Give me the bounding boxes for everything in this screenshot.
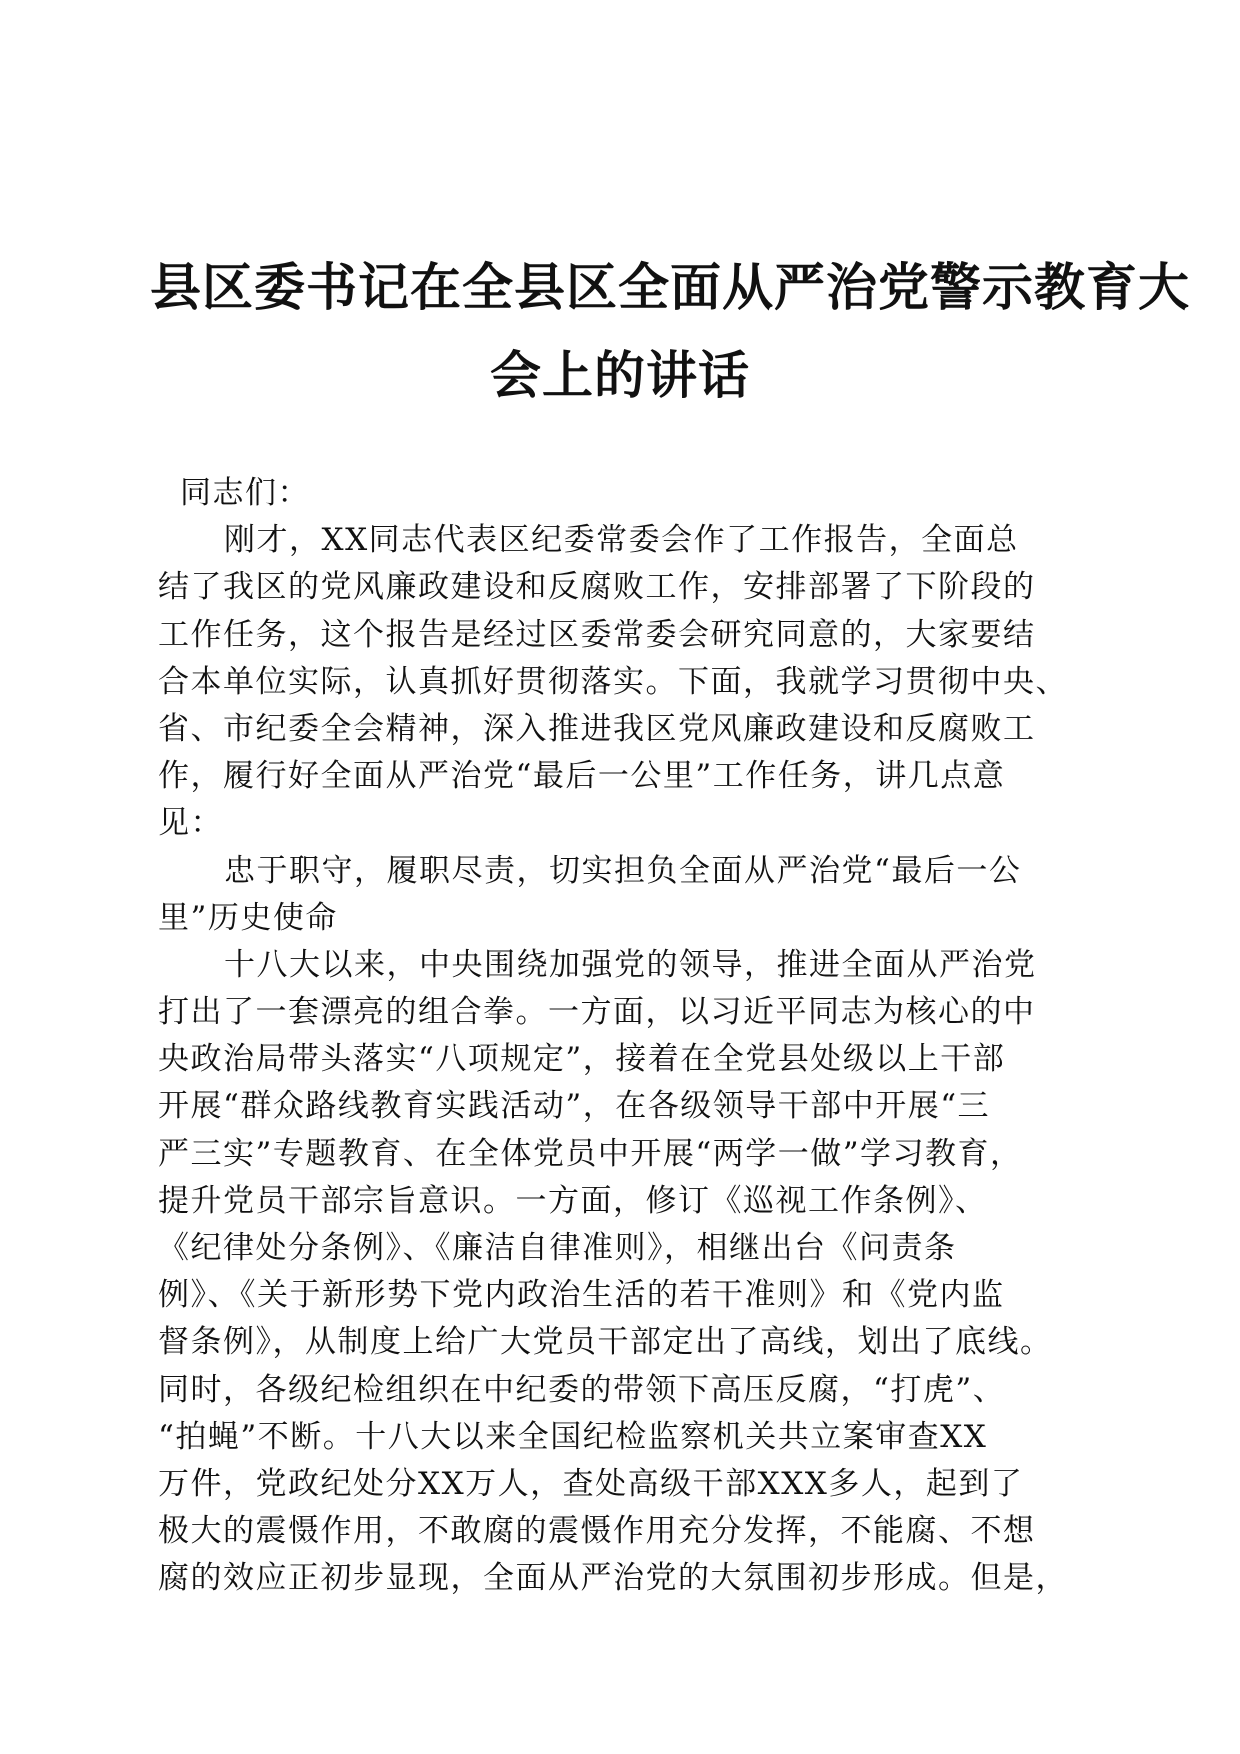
paragraph-line: 《纪律处分条例》、《廉洁自律准则》，相继出台《问责条 — [158, 1230, 957, 1266]
paragraph-line: “拍蝇”不断。十八大以来全国纪检监察机关共立案审查XX — [158, 1418, 988, 1455]
title-line: 会上的讲话 — [489, 347, 750, 406]
paragraph-line: 提升党员干部宗旨意识。一方面，修订《巡视工作条例》、 — [158, 1182, 988, 1219]
paragraph-line: 作，履行好全面从严治党“最后一公里”工作任务，讲几点意 — [158, 758, 1006, 795]
document-body — [158, 470, 1088, 1603]
paragraph-line: 省、市纪委全会精神，深入推进我区党风廉政建设和反腐败工 — [158, 710, 1036, 747]
paragraph-line: 腐的效应正初步显现，全面从严治党的大氛围初步形成。但是， — [158, 1560, 1068, 1597]
paragraph-line: 工作任务，这个报告是经过区委常委会研究同意的，大家要结 — [158, 616, 1036, 653]
section-heading-line: 里”历史使命 — [158, 899, 338, 936]
paragraph-line: 极大的震慑作用，不敢腐的震慑作用充分发挥，不能腐、不想 — [158, 1513, 1036, 1550]
paragraph-line: 十八大以来，中央围绕加强党的领导，推进全面从严治党 — [224, 946, 1037, 983]
paragraph-line: 合本单位实际，认真抓好贯彻落实。下面，我就学习贯彻中央、 — [158, 663, 1068, 700]
paragraph-line: 严三实”专题教育、在全体党员中开展“两学一做”学习教育， — [158, 1135, 1023, 1172]
salutation: 同志们： — [180, 475, 310, 511]
paragraph-line: 例》、《关于新形势下党内政治生活的若干准则》和《党内监 — [158, 1277, 1005, 1314]
title-line: 县区委书记在全县区全面从严治党警示教育大 — [150, 259, 1191, 318]
paragraph-line: 见： — [158, 805, 223, 842]
paragraph-line: 央政治局带头落实“八项规定”，接着在全党县处级以上干部 — [158, 1041, 1006, 1078]
paragraph-line: 结了我区的党风廉政建设和反腐败工作，安排部署了下阶段的 — [158, 569, 1036, 606]
paragraph-line: 开展“群众路线教育实践活动”，在各级领导干部中开展“三 — [158, 1088, 991, 1125]
page-title — [150, 245, 1191, 421]
paragraph-line: 同时，各级纪检组织在中纪委的带领下高压反腐，“打虎”、 — [158, 1371, 1006, 1408]
section-heading-line: 忠于职守，履职尽责，切实担负全面从严治党“最后一公 — [224, 852, 1022, 889]
paragraph-line: 刚才，XX同志代表区纪委常委会作了工作报告，全面总 — [224, 522, 1019, 559]
paragraph-line: 打出了一套漂亮的组合拳。一方面，以习近平同志为核心的中 — [158, 994, 1036, 1031]
paragraph-line: 万件，党政纪处分XX万人，查处高级干部XXX多人，起到了 — [158, 1465, 1024, 1502]
paragraph-line: 督条例》，从制度上给广大党员干部定出了高线，划出了底线。 — [158, 1324, 1053, 1361]
